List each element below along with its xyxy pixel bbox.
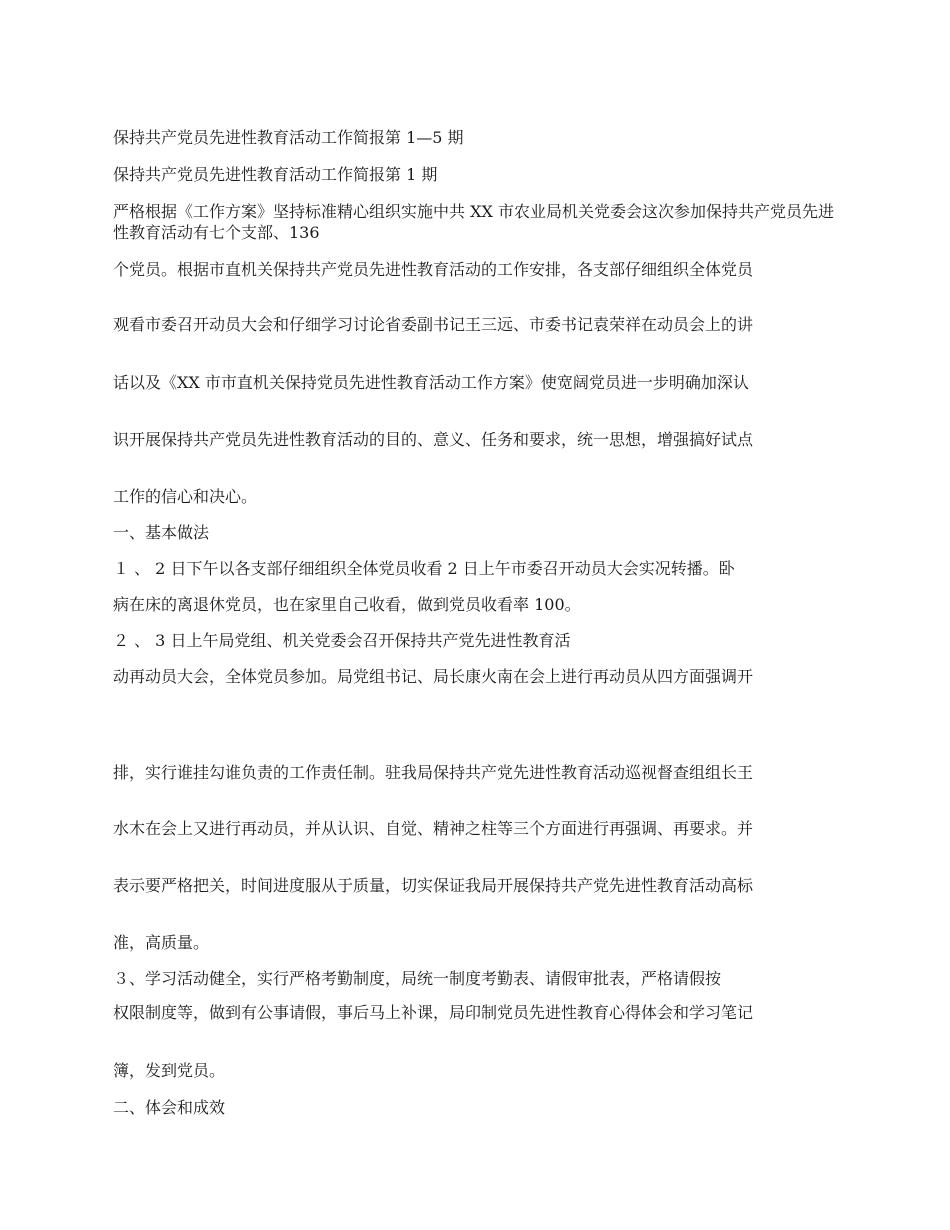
- section-heading-experience-results: 二、体会和成效: [113, 1098, 226, 1117]
- paragraph: 病在床的离退休党员，也在家里自己收看，做到党员收看率 100。: [113, 595, 581, 614]
- paragraph: 水木在会上又进行再动员，并从认识、自觉、精神之柱等三个方面进行再强调、再要求。并: [113, 819, 754, 838]
- section-heading-basic-practices: 一、基本做法: [113, 523, 210, 542]
- paragraph: 表示要严格把关，时间进度服从于质量，切实保证我局开展保持共产党先进性教育活动高标: [113, 876, 754, 895]
- paragraph: 识开展保持共产党员先进性教育活动的目的、意义、任务和要求，统一思想，增强搞好试点: [113, 430, 754, 449]
- paragraph: 排，实行谁挂勾谁负责的工作责任制。驻我局保持共产党先进性教育活动巡视督查组组长王: [113, 763, 754, 782]
- paragraph: ２ 、 3 日上午局党组、机关党委会召开保持共产党先进性教育活: [113, 631, 571, 650]
- paragraph: ３、学习活动健全，实行严格考勤制度，局统一制度考勤表、请假审批表，严格请假按: [113, 969, 722, 988]
- paragraph: 准，高质量。: [113, 933, 210, 952]
- issue-title: 保持共产党员先进性教育活动工作简报第 1 期: [113, 165, 438, 184]
- paragraph: 话以及《XX 市市直机关保持党员先进性教育活动工作方案》使宽阔党员进一步明确加深认: [113, 373, 749, 392]
- paragraph: 个党员。根据市直机关保持共产党员先进性教育活动的工作安排，各支部仔细组织全体党员: [113, 260, 754, 279]
- paragraph: 动再动员大会，全体党员参加。局党组书记、局长康火南在会上进行再动员从四方面强调开: [113, 667, 754, 686]
- document-title: 保持共产党员先进性教育活动工作简报第 1—5 期: [113, 128, 464, 147]
- paragraph: 权限制度等，做到有公事请假，事后马上补课，局印制党员先进性教育心得体会和学习笔记: [113, 1003, 754, 1022]
- paragraph: １ 、 2 日下午以各支部仔细组织全体党员收看 2 日上午市委召开动员大会实况转播。卧: [113, 559, 735, 578]
- paragraph: 严格根据《工作方案》坚持标准精心组织实施中共 XX 市农业局机关党委会这次参加保持共产党员先进性教育活动有七个支部、136: [113, 202, 834, 242]
- paragraph: 工作的信心和决心。: [113, 487, 258, 506]
- paragraph: 簿，发到党员。: [113, 1061, 226, 1080]
- paragraph: 观看市委召开动员大会和仔细学习讨论省委副书记王三远、市委书记袁荣祥在动员会上的讲: [113, 315, 754, 334]
